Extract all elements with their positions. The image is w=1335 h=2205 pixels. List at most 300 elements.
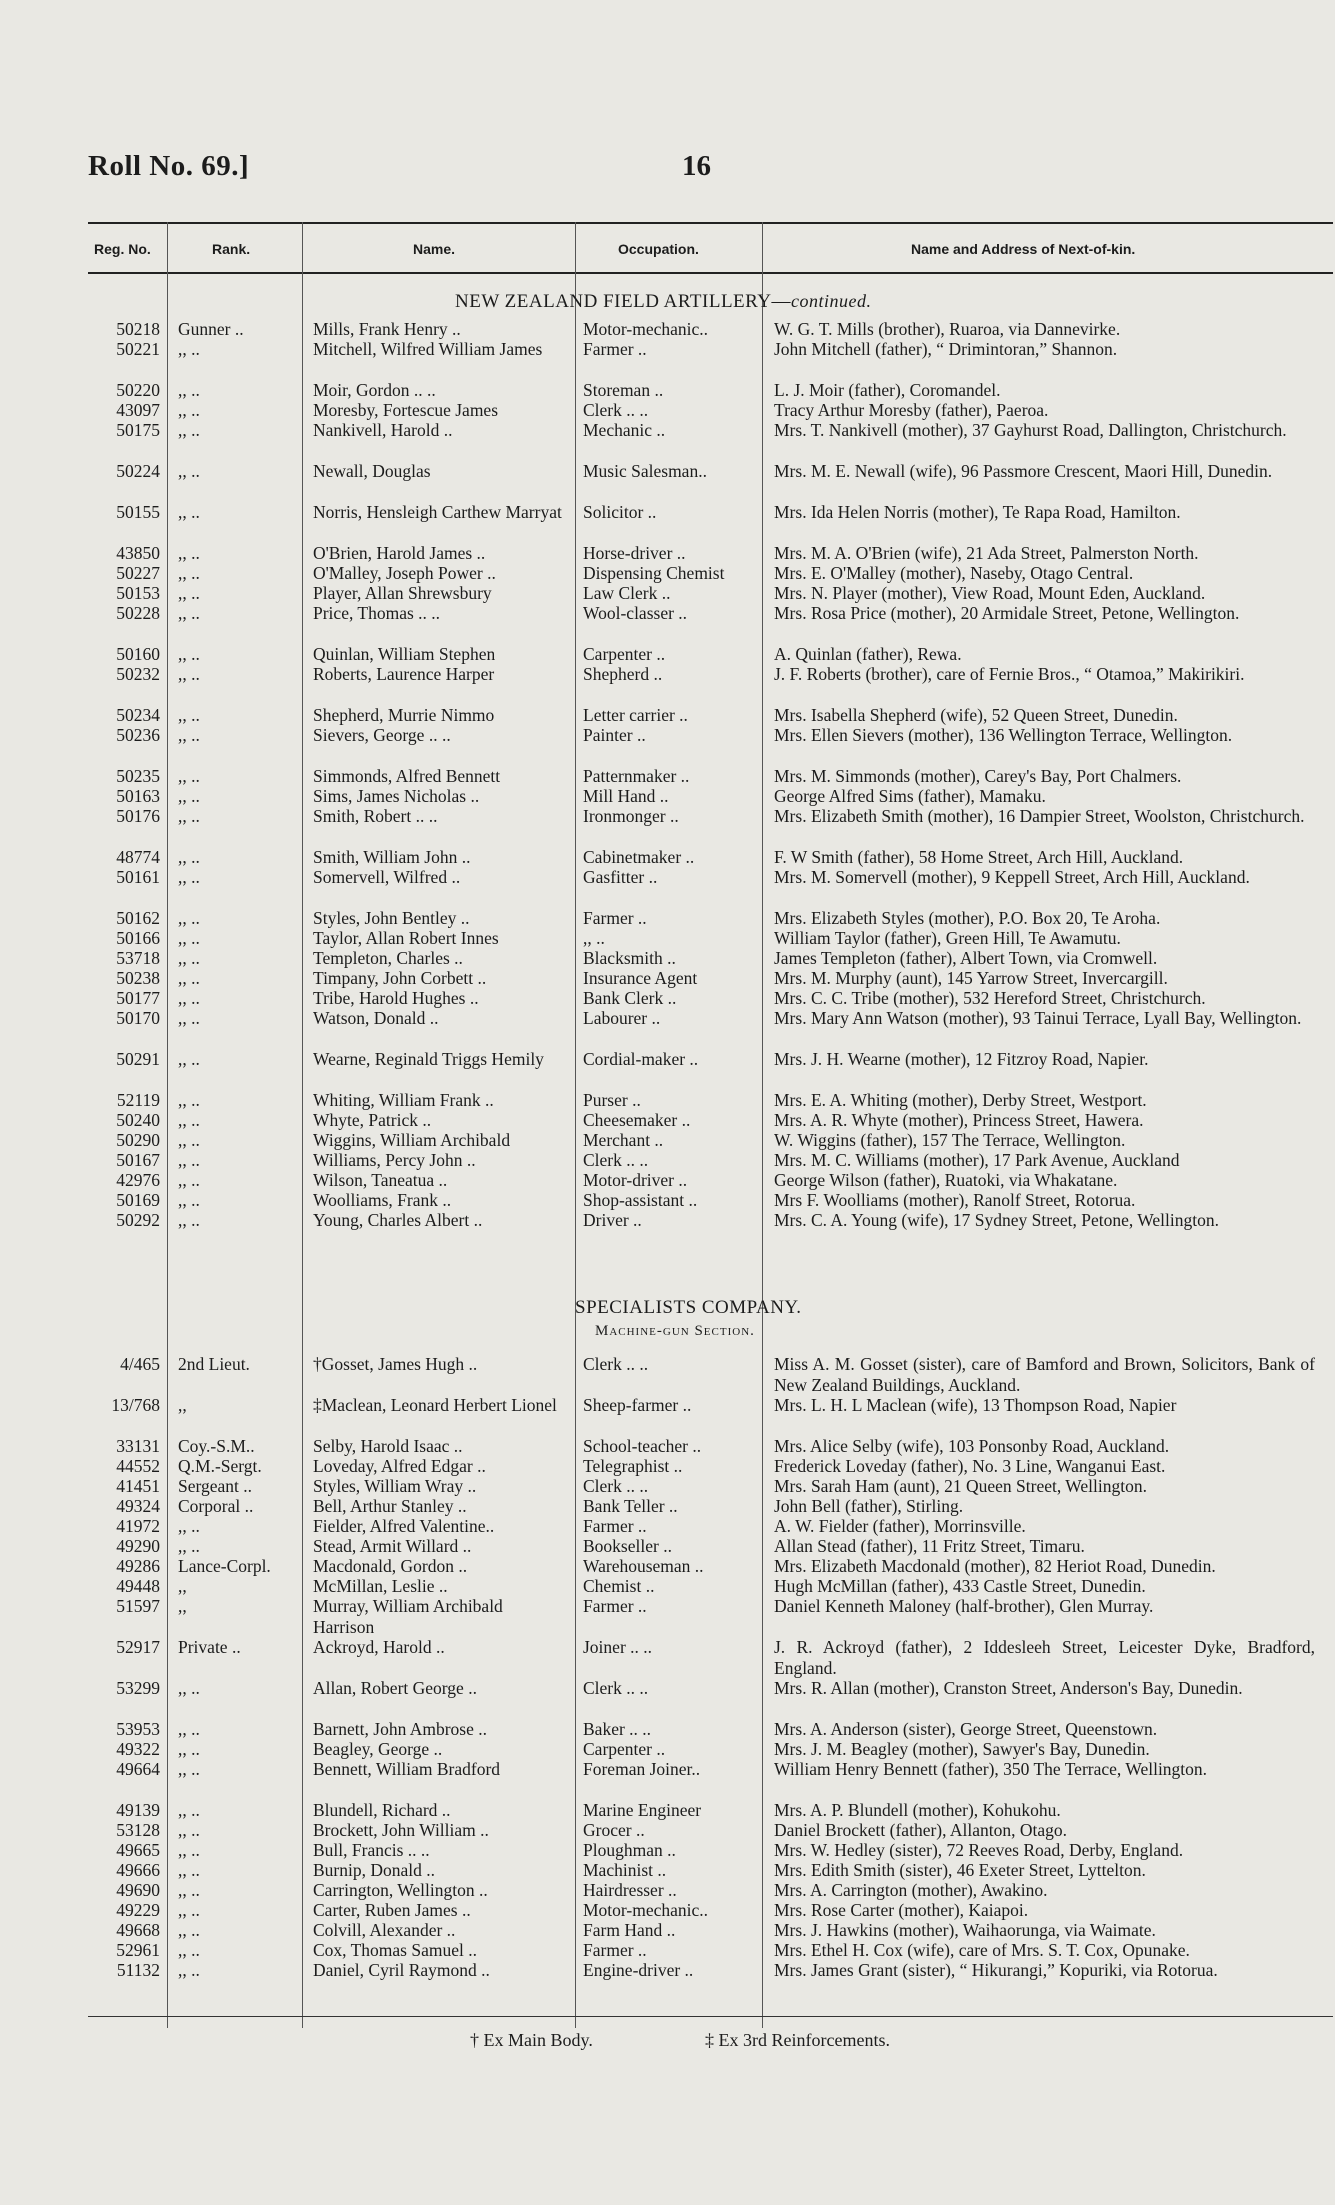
next-of-kin: Mrs. M. C. Williams (mother), 17 Park Avenue, Auckland: [774, 1150, 1180, 1170]
reg-number: 50218: [116, 319, 160, 339]
next-of-kin: Mrs. James Grant (sister), “ Hikurangi,” Kopuriki, via Rotorua.: [774, 1960, 1218, 1980]
rank: ,, ..: [178, 644, 200, 664]
occupation: Carpenter ..: [583, 644, 666, 664]
reg-number: 50155: [116, 502, 160, 522]
reg-number: 52119: [116, 1090, 160, 1110]
occupation: Bank Teller ..: [583, 1496, 678, 1516]
reg-number: 49286: [116, 1556, 160, 1576]
occupation: Wool-classer ..: [583, 603, 688, 623]
occupation: Farmer ..: [583, 1596, 647, 1616]
reg-number: 49448: [116, 1576, 160, 1596]
reg-number: 50235: [116, 766, 160, 786]
rank: ,, ..: [178, 400, 200, 420]
rank: ,, ..: [178, 725, 200, 745]
section-title-field-artillery: [455, 291, 871, 313]
next-of-kin: Miss A. M. Gosset (sister), care of Bamford and Brown, Solicitors, Bank of New Zealand Buildings, Auckland.: [774, 1354, 1315, 1395]
rank: ,, ..: [178, 1900, 200, 1920]
occupation: Foreman Joiner..: [583, 1759, 701, 1779]
occupation: Storeman ..: [583, 380, 664, 400]
rank: ,, ..: [178, 1860, 200, 1880]
soldier-name: Beagley, George ..: [313, 1739, 443, 1759]
rank: ,, ..: [178, 766, 200, 786]
reg-number: 49290: [116, 1536, 160, 1556]
rank: ,, ..: [178, 1759, 200, 1779]
reg-number: 51597: [116, 1596, 160, 1616]
soldier-name: Moresby, Fortescue James: [313, 400, 499, 420]
reg-number: 50227: [116, 563, 160, 583]
rank: ,, ..: [178, 1130, 200, 1150]
soldier-name: Allan, Robert George ..: [313, 1678, 477, 1698]
occupation: School-teacher ..: [583, 1436, 702, 1456]
rank: ,, ..: [178, 1170, 200, 1190]
occupation: Carpenter ..: [583, 1739, 666, 1759]
next-of-kin: Mrs. Elizabeth Smith (mother), 16 Dampier Street, Woolston, Christchurch.: [774, 806, 1305, 826]
soldier-name: Tribe, Harold Hughes ..: [313, 988, 479, 1008]
reg-number: 53953: [116, 1719, 160, 1739]
rank: ,, ..: [178, 543, 200, 563]
occupation: Marine Engineer: [583, 1800, 702, 1820]
rank: 2nd Lieut.: [178, 1354, 250, 1374]
soldier-name: Wiggins, William Archibald: [313, 1130, 511, 1150]
roll-label: Roll No. 69.]: [88, 150, 250, 182]
next-of-kin: Mrs. J. H. Wearne (mother), 12 Fitzroy Road, Napier.: [774, 1049, 1149, 1069]
next-of-kin: F. W Smith (father), 58 Home Street, Arch Hill, Auckland.: [774, 847, 1184, 867]
occupation: Clerk .. ..: [583, 1354, 649, 1374]
next-of-kin: Mrs. N. Player (mother), View Road, Mount Eden, Auckland.: [774, 583, 1206, 603]
soldier-name: McMillan, Leslie ..: [313, 1576, 448, 1596]
soldier-name: Whiting, William Frank ..: [313, 1090, 494, 1110]
next-of-kin: W. G. T. Mills (brother), Ruaroa, via Dannevirke.: [774, 319, 1121, 339]
footnote-main-body: † Ex Main Body.: [470, 2030, 593, 2050]
reg-number: 50167: [116, 1150, 160, 1170]
column-divider: [762, 222, 763, 2028]
rank: Sergeant ..: [178, 1476, 253, 1496]
reg-number: 50221: [116, 339, 160, 359]
next-of-kin: Allan Stead (father), 11 Fritz Street, Timaru.: [774, 1536, 1085, 1556]
rank: ,, ..: [178, 583, 200, 603]
rank: ,, ..: [178, 1880, 200, 1900]
rank: Lance-Corpl.: [178, 1556, 271, 1576]
soldier-name: Barnett, John Ambrose ..: [313, 1719, 488, 1739]
soldier-name: Fielder, Alfred Valentine..: [313, 1516, 495, 1536]
rank: Corporal ..: [178, 1496, 254, 1516]
rank: ,, ..: [178, 1840, 200, 1860]
next-of-kin: Mrs. M. Somervell (mother), 9 Keppell Street, Arch Hill, Auckland.: [774, 867, 1250, 887]
next-of-kin: Mrs. E. O'Malley (mother), Naseby, Otago Central.: [774, 563, 1134, 583]
rank: ,, ..: [178, 786, 200, 806]
soldier-name: Sims, James Nicholas ..: [313, 786, 480, 806]
next-of-kin: Mrs. W. Hedley (sister), 72 Reeves Road, Derby, England.: [774, 1840, 1184, 1860]
soldier-name: Moir, Gordon .. ..: [313, 380, 436, 400]
rank: ,, ..: [178, 908, 200, 928]
soldier-name: O'Brien, Harold James ..: [313, 543, 486, 563]
reg-number: 49139: [116, 1800, 160, 1820]
rank: ,, ..: [178, 603, 200, 623]
occupation: Gasfitter ..: [583, 867, 658, 887]
occupation: Bookseller ..: [583, 1536, 672, 1556]
occupation: Motor-mechanic..: [583, 1900, 709, 1920]
reg-number: 50232: [116, 664, 160, 684]
occupation: Patternmaker ..: [583, 766, 690, 786]
reg-number: 49664: [116, 1759, 160, 1779]
next-of-kin: Daniel Brockett (father), Allanton, Otago.: [774, 1820, 1068, 1840]
occupation: Clerk .. ..: [583, 1476, 649, 1496]
next-of-kin: Mrs. R. Allan (mother), Cranston Street, Anderson's Bay, Dunedin.: [774, 1678, 1243, 1698]
next-of-kin: Mrs. M. E. Newall (wife), 96 Passmore Crescent, Maori Hill, Dunedin.: [774, 461, 1273, 481]
column-divider: [575, 222, 576, 2028]
soldier-name: Mills, Frank Henry ..: [313, 319, 461, 339]
soldier-name: Macdonald, Gordon ..: [313, 1556, 468, 1576]
rank: ,, ..: [178, 339, 200, 359]
rank: ,, ..: [178, 1940, 200, 1960]
next-of-kin: John Mitchell (father), “ Drimintoran,” Shannon.: [774, 339, 1118, 359]
occupation: Bank Clerk ..: [583, 988, 677, 1008]
occupation: Music Salesman..: [583, 461, 707, 481]
rank: ,, ..: [178, 502, 200, 522]
reg-number: 50176: [116, 806, 160, 826]
reg-number: 42976: [116, 1170, 160, 1190]
next-of-kin: George Wilson (father), Ruatoki, via Whakatane.: [774, 1170, 1118, 1190]
rank: ,, ..: [178, 1739, 200, 1759]
occupation: Farmer ..: [583, 1940, 647, 1960]
reg-number: 50234: [116, 705, 160, 725]
reg-number: 50228: [116, 603, 160, 623]
rank: ,, ..: [178, 1536, 200, 1556]
soldier-name: Woolliams, Frank ..: [313, 1190, 452, 1210]
soldier-name: Newall, Douglas: [313, 461, 431, 481]
reg-number: 50291: [116, 1049, 160, 1069]
column-divider: [167, 222, 168, 2028]
rank: ,, ..: [178, 1920, 200, 1940]
column-header-occupation: Occupation.: [618, 241, 699, 257]
soldier-name: Stead, Armit Willard ..: [313, 1536, 472, 1556]
soldier-name: Bell, Arthur Stanley ..: [313, 1496, 467, 1516]
occupation: Shop-assistant ..: [583, 1190, 698, 1210]
next-of-kin: J. F. Roberts (brother), care of Fernie Bros., “ Otamoa,” Makirikiri.: [774, 664, 1245, 684]
reg-number: 4/465: [120, 1354, 160, 1374]
soldier-name: Cox, Thomas Samuel ..: [313, 1940, 477, 1960]
rank: Coy.-S.M..: [178, 1436, 255, 1456]
next-of-kin: William Henry Bennett (father), 350 The Terrace, Wellington.: [774, 1759, 1208, 1779]
next-of-kin: Mrs. A. Carrington (mother), Awakino.: [774, 1880, 1048, 1900]
rank: ,,: [178, 1596, 187, 1616]
rank: ,, ..: [178, 1800, 200, 1820]
rank: ,, ..: [178, 380, 200, 400]
reg-number: 48774: [116, 847, 160, 867]
soldier-name: Bull, Francis .. ..: [313, 1840, 430, 1860]
soldier-name: Daniel, Cyril Raymond ..: [313, 1960, 490, 1980]
next-of-kin: Mrs. Ida Helen Norris (mother), Te Rapa Road, Hamilton.: [774, 502, 1181, 522]
soldier-name: Watson, Donald ..: [313, 1008, 439, 1028]
next-of-kin: Mrs. E. A. Whiting (mother), Derby Street, Westport.: [774, 1090, 1147, 1110]
soldier-name: Colvill, Alexander ..: [313, 1920, 456, 1940]
reg-number: 53128: [116, 1820, 160, 1840]
occupation: Farmer ..: [583, 1516, 647, 1536]
soldier-name: Roberts, Laurence Harper: [313, 664, 495, 684]
soldier-name: O'Malley, Joseph Power ..: [313, 563, 496, 583]
rank: ,, ..: [178, 1820, 200, 1840]
soldier-name: Mitchell, Wilfred William James: [313, 339, 543, 359]
occupation: Farm Hand ..: [583, 1920, 676, 1940]
rank: Gunner ..: [178, 319, 244, 339]
reg-number: 49690: [116, 1880, 160, 1900]
soldier-name: Brockett, John William ..: [313, 1820, 489, 1840]
column-header-rank: Rank.: [212, 241, 251, 257]
next-of-kin: Mrs. J. Hawkins (mother), Waihaorunga, via Waimate.: [774, 1920, 1156, 1940]
occupation: Warehouseman ..: [583, 1556, 704, 1576]
occupation: Purser ..: [583, 1090, 641, 1110]
reg-number: 50170: [116, 1008, 160, 1028]
occupation: Merchant ..: [583, 1130, 664, 1150]
rank: ,, ..: [178, 928, 200, 948]
rank: ,, ..: [178, 664, 200, 684]
soldier-name: Templeton, Charles ..: [313, 948, 463, 968]
reg-number: 49668: [116, 1920, 160, 1940]
occupation: Driver ..: [583, 1210, 642, 1230]
next-of-kin: Mrs. Alice Selby (wife), 103 Ponsonby Road, Auckland.: [774, 1436, 1170, 1456]
soldier-name: Taylor, Allan Robert Innes: [313, 928, 499, 948]
occupation: Chemist ..: [583, 1576, 655, 1596]
soldier-name: Wilson, Taneatua ..: [313, 1170, 448, 1190]
soldier-name: Carter, Ruben James ..: [313, 1900, 471, 1920]
rank: ,, ..: [178, 420, 200, 440]
next-of-kin: Tracy Arthur Moresby (father), Paeroa.: [774, 400, 1049, 420]
rank: ,, ..: [178, 1008, 200, 1028]
next-of-kin: Mrs. M. A. O'Brien (wife), 21 Ada Street, Palmerston North.: [774, 543, 1199, 563]
next-of-kin: Mrs. T. Nankivell (mother), 37 Gayhurst Road, Dallington, Christchurch.: [774, 420, 1287, 440]
occupation: Clerk .. ..: [583, 1678, 649, 1698]
occupation: Joiner .. ..: [583, 1637, 653, 1657]
rank: ,, ..: [178, 847, 200, 867]
rank: ,, ..: [178, 1049, 200, 1069]
soldier-name: Bennett, William Bradford: [313, 1759, 501, 1779]
occupation: Cordial-maker ..: [583, 1049, 699, 1069]
next-of-kin: Mrs. Isabella Shepherd (wife), 52 Queen Street, Dunedin.: [774, 705, 1178, 725]
next-of-kin: Mrs. Rose Carter (mother), Kaiapoi.: [774, 1900, 1029, 1920]
rank: ,, ..: [178, 867, 200, 887]
column-header-name: Name.: [413, 241, 456, 257]
next-of-kin: Mrs. A. P. Blundell (mother), Kohukohu.: [774, 1800, 1061, 1820]
soldier-name: Nankivell, Harold ..: [313, 420, 453, 440]
next-of-kin: Mrs. M. Murphy (aunt), 145 Yarrow Street, Invercargill.: [774, 968, 1168, 988]
next-of-kin: Frederick Loveday (father), No. 3 Line, Wanganui East.: [774, 1456, 1166, 1476]
rank: ,, ..: [178, 968, 200, 988]
soldier-name: Sievers, George .. ..: [313, 725, 451, 745]
occupation: Motor-mechanic..: [583, 319, 709, 339]
next-of-kin: J. R. Ackroyd (father), 2 Iddesleeh Street, Leicester Dyke, Bradford, England.: [774, 1637, 1315, 1678]
occupation: Clerk .. ..: [583, 400, 649, 420]
occupation: Ironmonger ..: [583, 806, 679, 826]
occupation: Grocer ..: [583, 1820, 645, 1840]
occupation: Cabinetmaker ..: [583, 847, 695, 867]
occupation: ,, ..: [583, 928, 605, 948]
reg-number: 53718: [116, 948, 160, 968]
reg-number: 49322: [116, 1739, 160, 1759]
reg-number: 33131: [116, 1436, 160, 1456]
soldier-name: Norris, Hensleigh Carthew Marryat: [313, 502, 562, 522]
next-of-kin: George Alfred Sims (father), Mamaku.: [774, 786, 1046, 806]
reg-number: 49229: [116, 1900, 160, 1920]
next-of-kin: Mrs. Rosa Price (mother), 20 Armidale Street, Petone, Wellington.: [774, 603, 1240, 623]
soldier-name: Burnip, Donald ..: [313, 1860, 436, 1880]
reg-number: 50175: [116, 420, 160, 440]
next-of-kin: Mrs. M. Simmonds (mother), Carey's Bay, Port Chalmers.: [774, 766, 1182, 786]
reg-number: 50236: [116, 725, 160, 745]
occupation: Telegraphist ..: [583, 1456, 683, 1476]
soldier-name: Carrington, Wellington ..: [313, 1880, 488, 1900]
column-header-row: [88, 222, 1333, 274]
rank: Private ..: [178, 1637, 241, 1657]
soldier-name: Selby, Harold Isaac ..: [313, 1436, 463, 1456]
rank: ,, ..: [178, 1110, 200, 1130]
next-of-kin: Mrs. A. Anderson (sister), George Street, Queenstown.: [774, 1719, 1158, 1739]
soldier-name: Young, Charles Albert ..: [313, 1210, 483, 1230]
reg-number: 13/768: [111, 1395, 160, 1415]
occupation: Machinist ..: [583, 1860, 667, 1880]
occupation: Law Clerk ..: [583, 583, 671, 603]
reg-number: 41972: [116, 1516, 160, 1536]
rank: ,,: [178, 1395, 187, 1415]
reg-number: 49665: [116, 1840, 160, 1860]
reg-number: 51132: [116, 1960, 160, 1980]
occupation: Insurance Agent: [583, 968, 698, 988]
next-of-kin: Hugh McMillan (father), 433 Castle Street, Dunedin.: [774, 1576, 1146, 1596]
occupation: Horse-driver ..: [583, 543, 686, 563]
rank: ,, ..: [178, 1090, 200, 1110]
next-of-kin: Mrs. Ellen Sievers (mother), 136 Wellington Terrace, Wellington.: [774, 725, 1233, 745]
reg-number: 52917: [116, 1637, 160, 1657]
reg-number: 50163: [116, 786, 160, 806]
soldier-name: Blundell, Richard ..: [313, 1800, 451, 1820]
soldier-name: Player, Allan Shrewsbury: [313, 583, 492, 603]
soldier-name: Shepherd, Murrie Nimmo: [313, 705, 495, 725]
next-of-kin: William Taylor (father), Green Hill, Te Awamutu.: [774, 928, 1121, 948]
next-of-kin: Mrs. Sarah Ham (aunt), 21 Queen Street, Wellington.: [774, 1476, 1147, 1496]
reg-number: 41451: [116, 1476, 160, 1496]
subsection-title-machine-gun: Machine-gun Section.: [595, 1323, 755, 1339]
occupation: Labourer ..: [583, 1008, 661, 1028]
next-of-kin: Mrs. A. R. Whyte (mother), Princess Street, Hawera.: [774, 1110, 1144, 1130]
occupation: Painter ..: [583, 725, 646, 745]
next-of-kin: W. Wiggins (father), 157 The Terrace, Wellington.: [774, 1130, 1126, 1150]
rank: ,, ..: [178, 806, 200, 826]
next-of-kin: Mrs. Edith Smith (sister), 46 Exeter Street, Lyttelton.: [774, 1860, 1146, 1880]
reg-number: 43097: [116, 400, 160, 420]
next-of-kin: A. Quinlan (father), Rewa.: [774, 644, 962, 664]
column-header-reg: Reg. No.: [94, 241, 151, 257]
soldier-name: Styles, John Bentley ..: [313, 908, 470, 928]
rank: ,, ..: [178, 1190, 200, 1210]
occupation: Mill Hand ..: [583, 786, 669, 806]
soldier-name: Smith, William John ..: [313, 847, 471, 867]
rank: ,, ..: [178, 563, 200, 583]
next-of-kin: Mrs. L. H. L Maclean (wife), 13 Thompson Road, Napier: [774, 1395, 1177, 1415]
rank: ,,: [178, 1576, 187, 1596]
column-header-next-of-kin: Name and Address of Next-of-kin.: [911, 241, 1136, 257]
rank: ,, ..: [178, 461, 200, 481]
reg-number: 50162: [116, 908, 160, 928]
next-of-kin: Mrs. C. C. Tribe (mother), 532 Hereford Street, Christchurch.: [774, 988, 1206, 1008]
reg-number: 49666: [116, 1860, 160, 1880]
section-title-text: NEW ZEALAND FIELD ARTILLERY—: [455, 291, 791, 312]
footnote-third-reinforcements: ‡ Ex 3rd Reinforcements.: [705, 2030, 890, 2050]
occupation: Cheesemaker ..: [583, 1110, 691, 1130]
soldier-name: Somervell, Wilfred ..: [313, 867, 461, 887]
occupation: Engine-driver ..: [583, 1960, 694, 1980]
rank: ,, ..: [178, 988, 200, 1008]
occupation: Farmer ..: [583, 339, 647, 359]
reg-number: 50238: [116, 968, 160, 988]
reg-number: 50292: [116, 1210, 160, 1230]
soldier-name: Simmonds, Alfred Bennett: [313, 766, 501, 786]
next-of-kin: Mrs. J. M. Beagley (mother), Sawyer's Bay, Dunedin.: [774, 1739, 1150, 1759]
rank: ,, ..: [178, 1678, 200, 1698]
soldier-name: Williams, Percy John ..: [313, 1150, 476, 1170]
occupation: Dispensing Chemist: [583, 563, 725, 583]
rank: ,, ..: [178, 705, 200, 725]
rank: ,, ..: [178, 948, 200, 968]
reg-number: 50290: [116, 1130, 160, 1150]
reg-number: 50220: [116, 380, 160, 400]
soldier-name: †Gosset, James Hugh ..: [313, 1354, 478, 1374]
next-of-kin: Mrs F. Woolliams (mother), Ranolf Street, Rotorua.: [774, 1190, 1136, 1210]
next-of-kin: Mrs. Mary Ann Watson (mother), 93 Tainui Terrace, Lyall Bay, Wellington.: [774, 1008, 1302, 1028]
occupation: Clerk .. ..: [583, 1150, 649, 1170]
section-title-specialists: SPECIALISTS COMPANY.: [575, 1297, 802, 1318]
next-of-kin: Mrs. Elizabeth Macdonald (mother), 82 Heriot Road, Dunedin.: [774, 1556, 1216, 1576]
rank: ,, ..: [178, 1719, 200, 1739]
next-of-kin: Mrs. Ethel H. Cox (wife), care of Mrs. S. T. Cox, Opunake.: [774, 1940, 1190, 1960]
occupation: Farmer ..: [583, 908, 647, 928]
soldier-name: Quinlan, William Stephen: [313, 644, 496, 664]
occupation: Sheep-farmer ..: [583, 1395, 692, 1415]
occupation: Ploughman ..: [583, 1840, 676, 1860]
next-of-kin: Mrs. Elizabeth Styles (mother), P.O. Box 20, Te Aroha.: [774, 908, 1161, 928]
soldier-name: Whyte, Patrick ..: [313, 1110, 432, 1130]
rank: ,, ..: [178, 1150, 200, 1170]
occupation: Hairdresser ..: [583, 1880, 677, 1900]
page-header: [88, 150, 1298, 190]
reg-number: 53299: [116, 1678, 160, 1698]
soldier-name: Murray, William Archibald Harrison: [313, 1596, 503, 1637]
occupation: Solicitor ..: [583, 502, 657, 522]
soldier-name: Timpany, John Corbett ..: [313, 968, 487, 988]
reg-number: 50240: [116, 1110, 160, 1130]
rank: ,, ..: [178, 1210, 200, 1230]
soldier-name: Smith, Robert .. ..: [313, 806, 438, 826]
next-of-kin: A. W. Fielder (father), Morrinsville.: [774, 1516, 1026, 1536]
reg-number: 50169: [116, 1190, 160, 1210]
reg-number: 52961: [116, 1940, 160, 1960]
reg-number: 50224: [116, 461, 160, 481]
reg-number: 44552: [116, 1456, 160, 1476]
reg-number: 50153: [116, 583, 160, 603]
rank: Q.M.-Sergt.: [178, 1456, 262, 1476]
soldier-name: Wearne, Reginald Triggs Hemily: [313, 1049, 544, 1069]
next-of-kin: Mrs. C. A. Young (wife), 17 Sydney Street, Petone, Wellington.: [774, 1210, 1219, 1230]
reg-number: 50166: [116, 928, 160, 948]
soldier-name: Loveday, Alfred Edgar ..: [313, 1456, 486, 1476]
reg-number: 50177: [116, 988, 160, 1008]
occupation: Baker .. ..: [583, 1719, 652, 1739]
next-of-kin: John Bell (father), Stirling.: [774, 1496, 964, 1516]
soldier-name: Ackroyd, Harold ..: [313, 1637, 445, 1657]
reg-number: 49324: [116, 1496, 160, 1516]
continued-label: continued.: [791, 291, 872, 311]
soldier-name: Price, Thomas .. ..: [313, 603, 441, 623]
next-of-kin: James Templeton (father), Albert Town, via Cromwell.: [774, 948, 1158, 968]
occupation: Letter carrier ..: [583, 705, 688, 725]
